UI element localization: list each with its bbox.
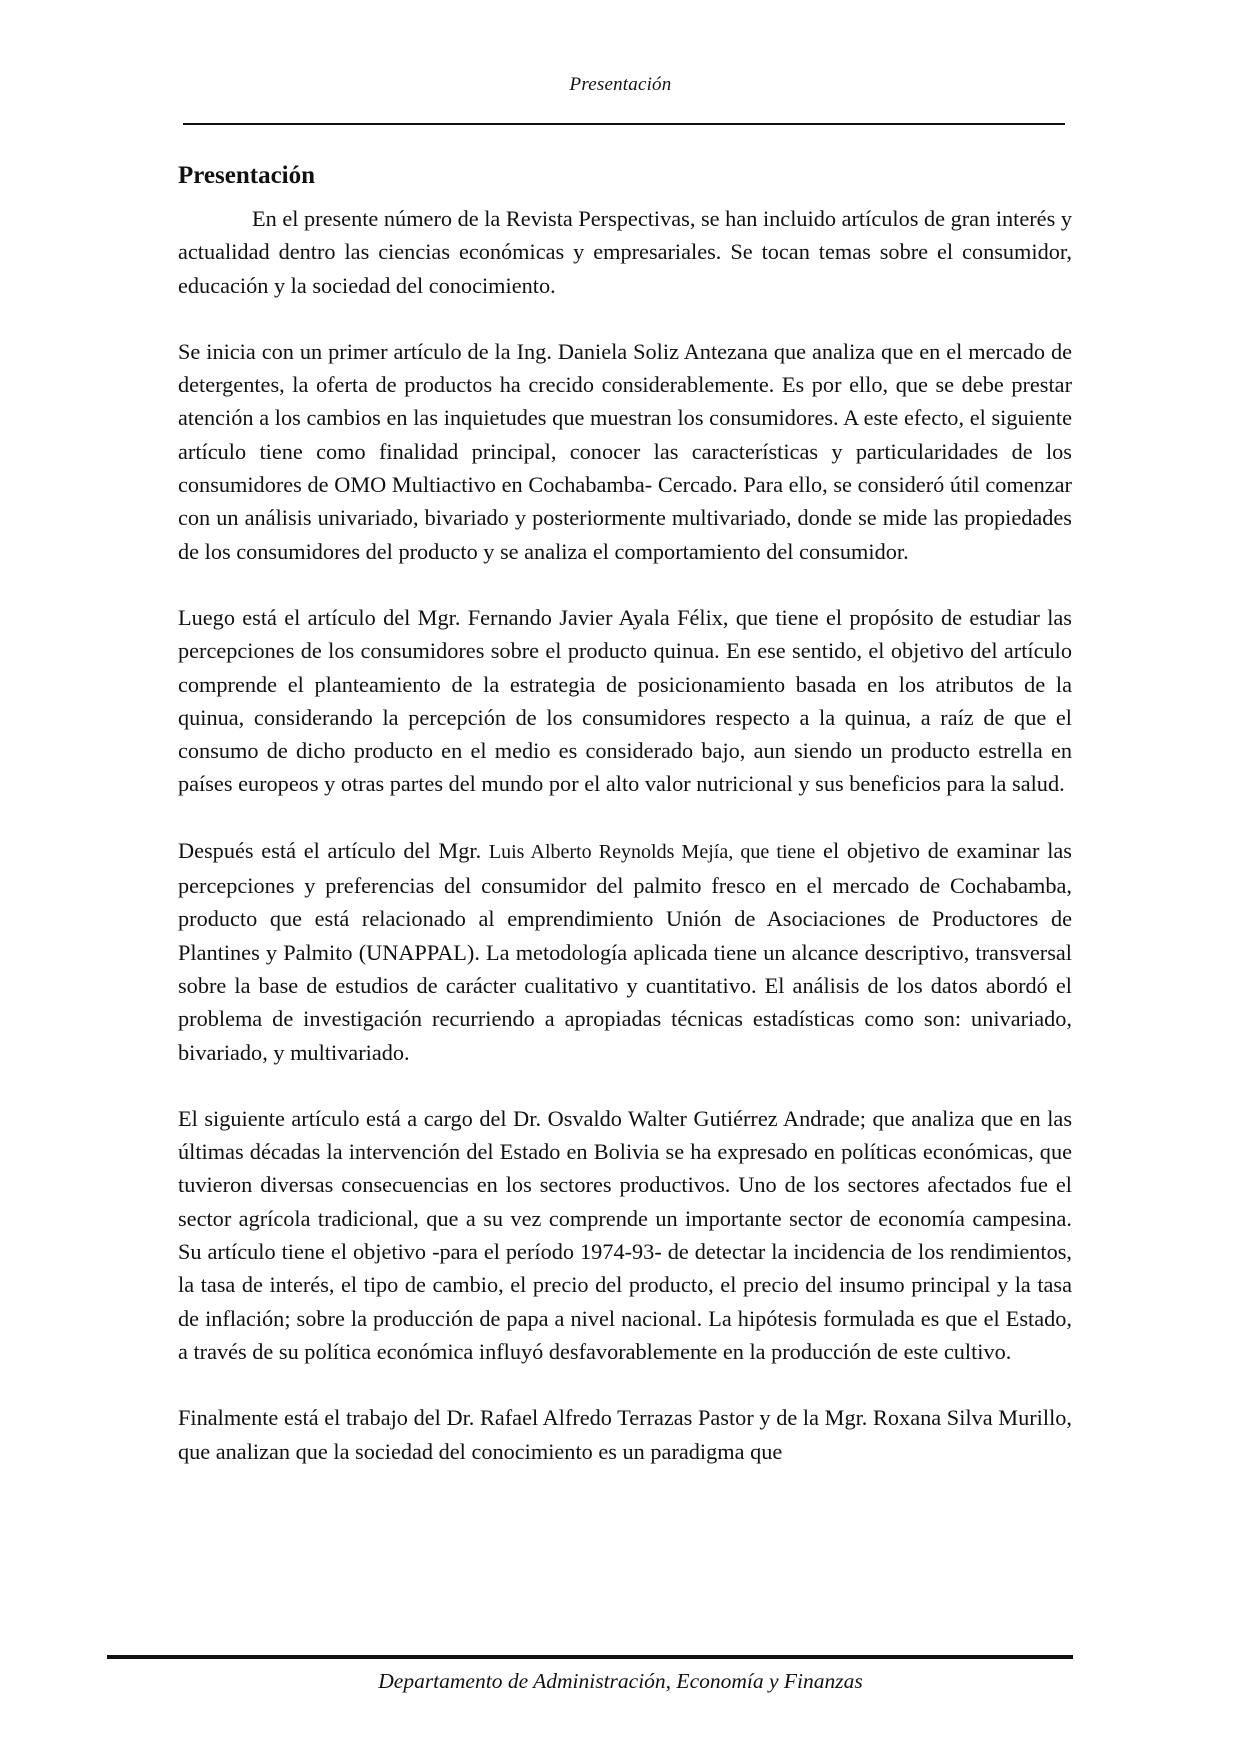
paragraph-gutierrez: El siguiente artículo está a cargo del Dr. Osvaldo Walter Gutiérrez Andrade; que analiza que en las últimas décadas la intervención del Estado en Bolivia se ha expresado en políticas económicas, que tuvieron diversas consecuencias en los sectores productivos. Uno de los sectores afectados fue el sector agrícola tradicional, que a su vez comprende un importante sector de economía campesina. Su artículo tiene el objetivo -para el período 1974-93- de detectar la incidencia de los rendimientos, la tasa de interés, el tipo de cambio, el precio del producto, el precio del insumo principal y la tasa de inflación; sobre la producción de papa a nivel nacional. La hipótesis formulada es que el Estado, a través de su política económica influyó desfavorablemente en la producción de este cultivo. (178, 1105, 1072, 1364)
footer-divider (107, 1655, 1073, 1659)
paragraph-reynolds (178, 834, 1072, 1069)
header-divider (183, 123, 1065, 125)
paragraph-reynolds-rest: el objetivo de examinar las percepciones y preferencias del consumidor del palmito fresco en el mercado de Cochabamba, producto que está relacionado al emprendimiento Unión de Asociaciones de Productores de Plantines y Palmito (UNAPPAL). La metodología aplicada tiene un alcance descriptivo, transversal sobre la base de estudios de carácter cualitativo y cuantitativo. El análisis de los datos abordó el problema de investigación recurriendo a apropiadas técnicas estadísticas como son: univariado, bivariado, y multivariado. (178, 837, 1072, 1065)
paragraph-reynolds-lead: Después está el artículo del Mgr. (178, 837, 489, 863)
section-title: Presentación (178, 162, 316, 189)
paragraph-intro: En el presente número de la Revista Perspectivas, se han incluido artículos de gran interés y actualidad dentro las ciencias económicas y empresariales. Se tocan temas sobre el consumidor, educación y la sociedad del conocimiento. (178, 206, 1072, 298)
paragraph-ayala: Luego está el artículo del Mgr. Fernando Javier Ayala Félix, que tiene el propósito de estudiar las percepciones de los consumidores sobre el producto quinua. En ese sentido, el objetivo del artículo comprende el planteamiento de la estrategia de posicionamiento basada en los atributos de la quinua, considerando la percepción de los consumidores respecto a la quinua, a raíz de que el consumo de dicho producto en el medio es considerado bajo, aun siendo un producto estrella en países europeos y otras partes del mundo por el alto valor nutricional y sus beneficios para la salud. (178, 604, 1072, 797)
running-footer: Departamento de Administración, Economía y Finanzas (378, 1669, 863, 1693)
author-name-reynolds: Luis Alberto Reynolds Mejía, que tiene (488, 840, 816, 863)
page-body (178, 160, 1072, 1468)
running-header: Presentación (569, 74, 672, 95)
paragraph-terrazas: Finalmente está el trabajo del Dr. Rafael Alfredo Terrazas Pastor y de la Mgr. Roxana Silva Murillo, que analizan que la sociedad del conocimiento es un paradigma que (178, 1405, 1072, 1464)
paragraph-soliz: Se inicia con un primer artículo de la Ing. Daniela Soliz Antezana que analiza que en el mercado de detergentes, la oferta de productos ha crecido considerablemente. Es por ello, que se debe prestar atención a los cambios en las inquietudes que muestran los consumidores. A este efecto, el siguiente artículo tiene como finalidad principal, conocer las características y particularidades de los consumidores de OMO Multiactivo en Cochabamba- Cercado. Para ello, se consideró útil comenzar con un análisis univariado, bivariado y posteriormente multivariado, donde se mide las propiedades de los consumidores del producto y se analiza el comportamiento del consumidor. (178, 338, 1072, 564)
